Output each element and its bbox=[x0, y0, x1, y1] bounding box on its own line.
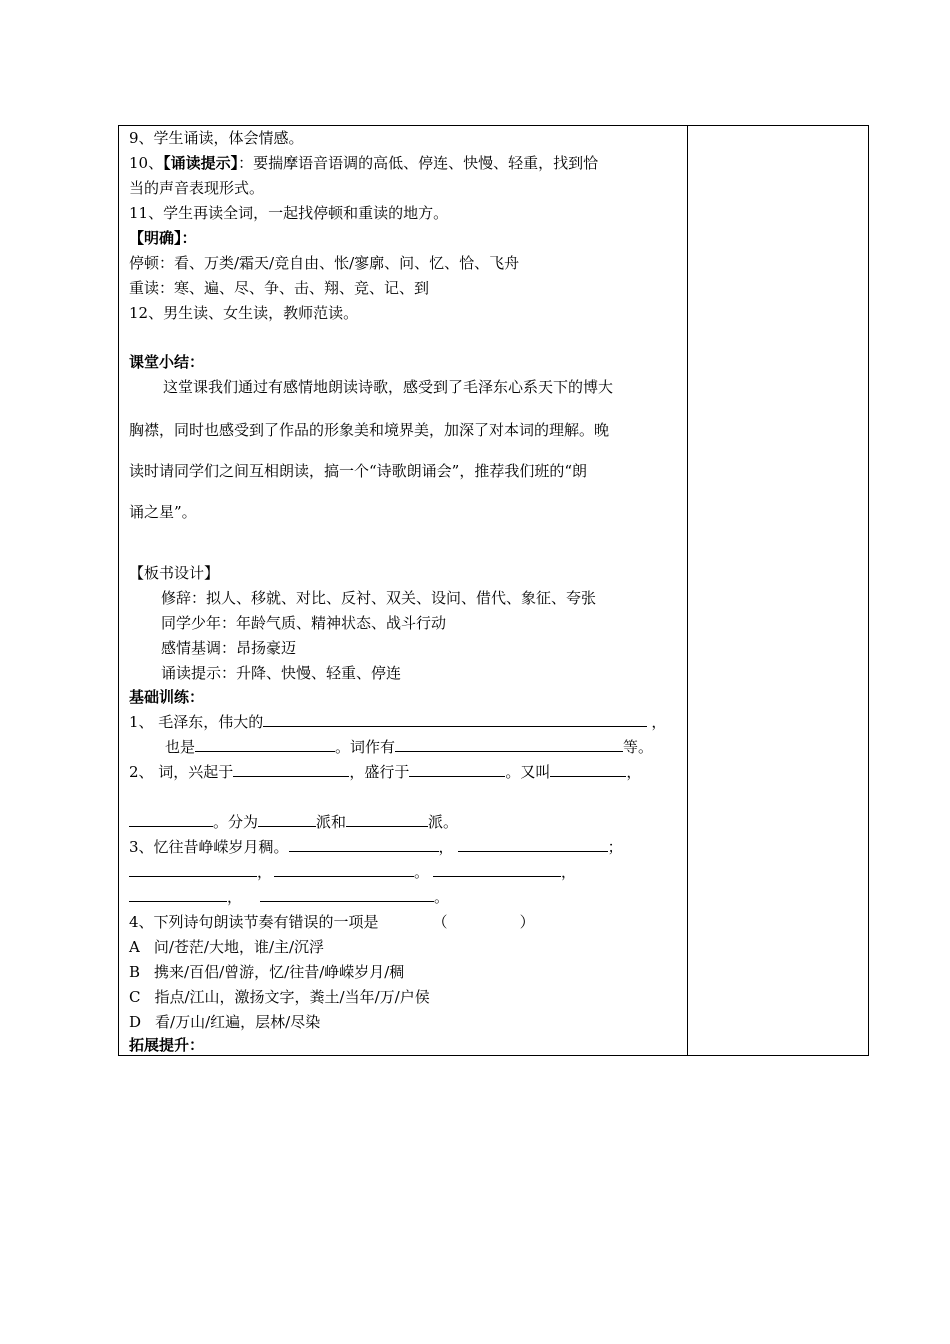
q4-paren-close: ） bbox=[519, 913, 535, 931]
lesson-table bbox=[118, 125, 869, 1056]
question-4 bbox=[129, 912, 535, 932]
question-2-cont bbox=[129, 812, 458, 832]
question-1 bbox=[129, 712, 666, 732]
board-reading: 诵读提示：升降、快慢、轻重、停连 bbox=[161, 664, 402, 682]
question-1-cont bbox=[165, 737, 653, 757]
step-12: 12、男生读、女生读，教师范读。 bbox=[129, 304, 359, 322]
option-c-label: C bbox=[129, 988, 141, 1006]
summary-heading: 课堂小结： bbox=[129, 353, 205, 371]
option-a-label: A bbox=[129, 938, 140, 956]
step-9: 9、学生诵读，体会情感。 bbox=[129, 129, 304, 147]
option-b bbox=[129, 962, 404, 982]
q3-comma: ， bbox=[438, 838, 454, 856]
q3-comma-4: ， bbox=[227, 888, 243, 906]
q3-blank-7[interactable] bbox=[260, 887, 434, 902]
q3-period-2: 。 bbox=[434, 888, 450, 906]
q2-text-a: 2、 词，兴起于 bbox=[129, 763, 234, 781]
q1-text-c: 。词作有 bbox=[335, 738, 396, 756]
q1-blank-1[interactable] bbox=[263, 712, 647, 727]
step-10 bbox=[129, 153, 598, 173]
q3-blank-3[interactable] bbox=[129, 862, 257, 877]
q3-blank-5[interactable] bbox=[433, 862, 561, 877]
q4-text: 4、下列诗句朗读节奏有错误的一项是 bbox=[129, 913, 379, 931]
extension-heading: 拓展提升： bbox=[129, 1036, 205, 1054]
option-a-text: 问/苍茫/大地，谁/主/沉浮 bbox=[153, 938, 325, 956]
pause-line: 停顿：看、万类/霜天/竞自由、怅/寥廓、问、忆、恰、飞舟 bbox=[129, 254, 520, 272]
board-youth: 同学少年：年龄气质、精神状态、战斗行动 bbox=[161, 614, 447, 632]
question-3 bbox=[129, 837, 623, 857]
q2-text-e: 派和 bbox=[316, 813, 347, 831]
q2-text-f: 派。 bbox=[428, 813, 459, 831]
q3-blank-4[interactable] bbox=[274, 862, 414, 877]
step-10-text: ：要揣摩语音语调的高低、停连、快慢、轻重，找到恰 bbox=[238, 154, 599, 172]
summary-line-2: 胸襟，同时也感受到了作品的形象美和境界美，加深了对本词的理解。晚 bbox=[129, 421, 610, 439]
q1-blank-2[interactable] bbox=[195, 737, 335, 752]
q2-blank-5[interactable] bbox=[258, 812, 316, 827]
q3-period: 。 bbox=[414, 863, 430, 881]
q2-blank-6[interactable] bbox=[346, 812, 428, 827]
board-emotion: 感情基调：昂扬豪迈 bbox=[161, 639, 297, 657]
q3-comma-3: ， bbox=[561, 863, 577, 881]
column-divider bbox=[687, 126, 688, 1055]
summary-line-4: 诵之星”。 bbox=[129, 503, 197, 521]
q2-blank-3[interactable] bbox=[550, 762, 626, 777]
q2-text-b: ，盛行于 bbox=[349, 763, 410, 781]
q3-blank-2[interactable] bbox=[458, 837, 608, 852]
exercises-heading: 基础训练： bbox=[129, 688, 205, 706]
q2-blank-1[interactable] bbox=[233, 762, 349, 777]
q1-text: 1、 毛泽东，伟大的 bbox=[129, 713, 264, 731]
q2-text-d: 。分为 bbox=[213, 813, 259, 831]
q1-text-b: 也是 bbox=[165, 738, 196, 756]
q1-blank-3[interactable] bbox=[395, 737, 623, 752]
q2-blank-2[interactable] bbox=[409, 762, 505, 777]
step-11: 11、学生再读全词，一起找停顿和重读的地方。 bbox=[129, 204, 449, 222]
option-c bbox=[129, 987, 430, 1007]
option-c-text: 指点/江山，激扬文字，粪土/当年/万/户侯 bbox=[154, 988, 430, 1006]
option-d-text: 看/万山/红遍，层林/尽染 bbox=[155, 1013, 321, 1031]
reading-tip-tag: 【诵读提示】 bbox=[163, 154, 239, 172]
step-10-continued: 当的声音表现形式。 bbox=[129, 179, 265, 197]
q3-text: 3、忆往昔峥嵘岁月稠。 bbox=[129, 838, 289, 856]
option-b-text: 携来/百侣/曾游，忆/往昔/峥嵘岁月/稠 bbox=[154, 963, 405, 981]
q3-semicolon: ； bbox=[607, 838, 623, 856]
clarify-label: 【明确】： bbox=[129, 229, 197, 247]
question-2 bbox=[129, 762, 641, 782]
q4-paren-open: （ bbox=[432, 913, 448, 931]
option-b-label: B bbox=[129, 963, 141, 981]
q3-blank-1[interactable] bbox=[289, 837, 439, 852]
q1-text-d: 等。 bbox=[623, 738, 654, 756]
summary-line-3: 读时请同学们之间互相朗读，搞一个“诗歌朗诵会”，推荐我们班的“朗 bbox=[129, 462, 588, 480]
option-d bbox=[129, 1012, 320, 1032]
q4-answer-slot[interactable] bbox=[448, 913, 520, 927]
option-a bbox=[129, 937, 324, 957]
q2-blank-4[interactable] bbox=[129, 812, 213, 827]
q2-comma: ， bbox=[626, 763, 642, 781]
board-heading: 【板书设计】 bbox=[129, 564, 220, 582]
q3-comma-2: ， bbox=[257, 863, 273, 881]
stress-line: 重读：寒、遍、尽、争、击、翔、竞、记、到 bbox=[129, 279, 430, 297]
step-10-num: 10、 bbox=[129, 154, 164, 172]
q1-comma: ， bbox=[651, 713, 667, 731]
question-3-line-3 bbox=[129, 887, 449, 907]
option-d-label: D bbox=[129, 1013, 142, 1031]
summary-line-1: 这堂课我们通过有感情地朗读诗歌，感受到了毛泽东心系天下的博大 bbox=[163, 378, 614, 396]
q2-text-c: 。又叫 bbox=[505, 763, 551, 781]
board-rhetoric: 修辞：拟人、移就、对比、反衬、双关、设问、借代、象征、夸张 bbox=[161, 589, 597, 607]
q3-blank-6[interactable] bbox=[129, 887, 227, 902]
question-3-line-2 bbox=[129, 862, 576, 882]
